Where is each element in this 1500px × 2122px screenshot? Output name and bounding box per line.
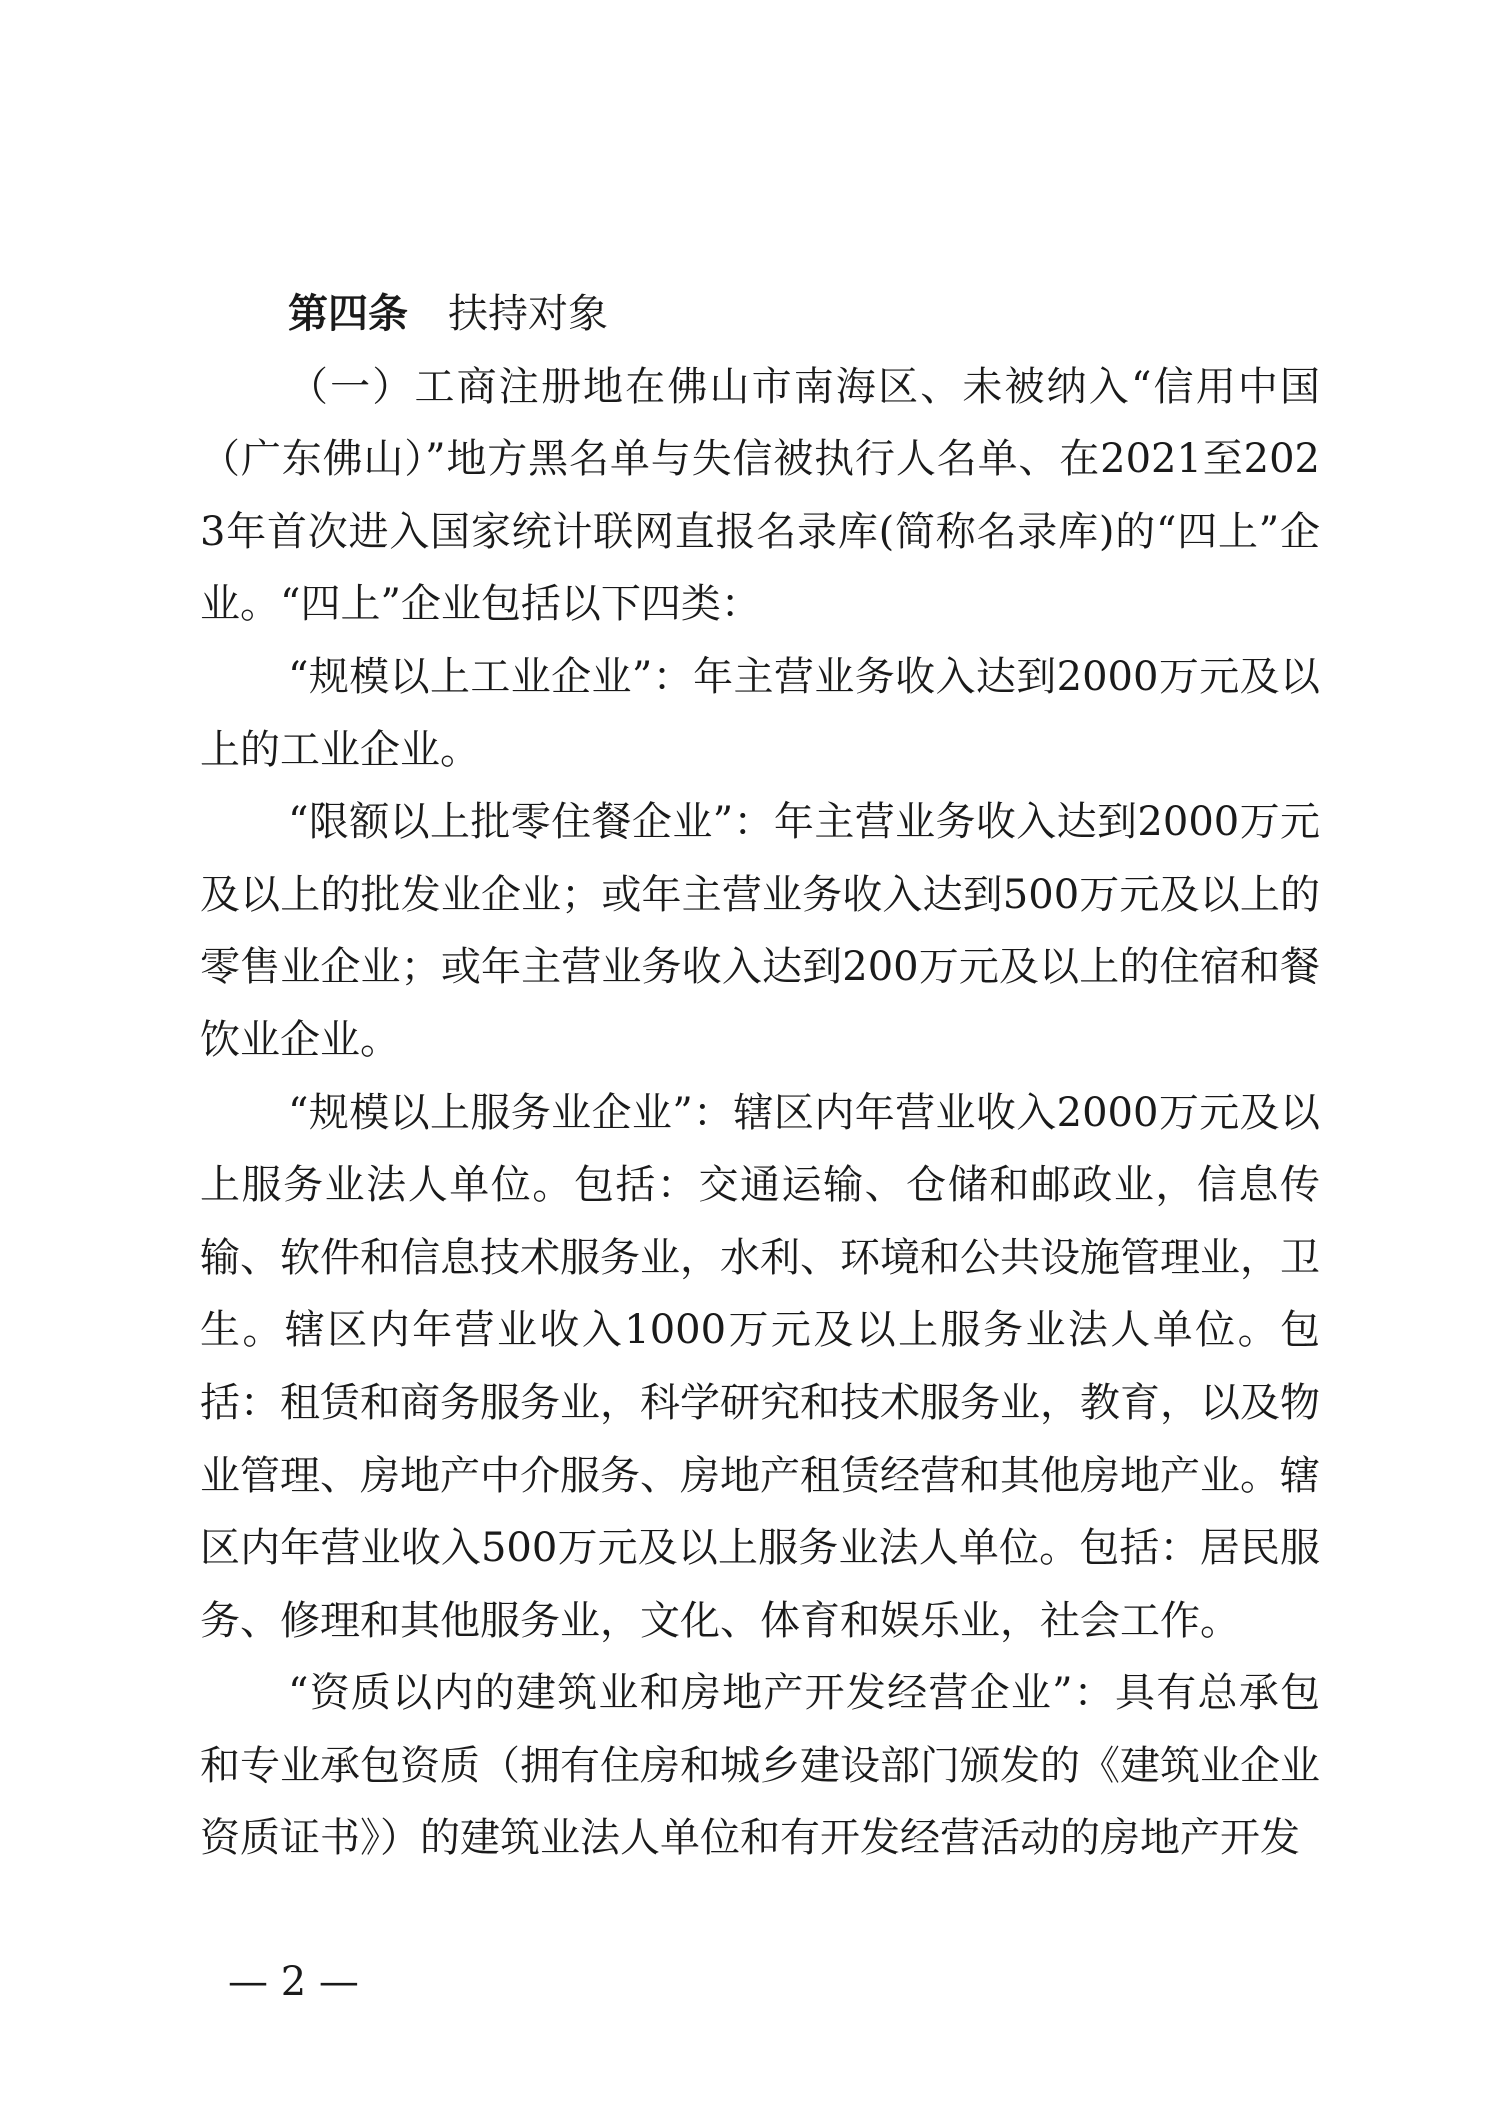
paragraph-construction: “资质以内的建筑业和房地产开发经营企业”：具有总承包和专业承包资质（拥有住房和城乡建设部门颁发的《建筑业企业资质证书》）的建筑业法人单位和有开发经营活动的房地产开发 — [200, 1670, 1320, 1862]
paragraph-scope: （一）工商注册地在佛山市南海区、未被纳入“信用中国（广东佛山）”地方黑名单与失信被执行人名单、在2021至2023年首次进入国家统计联网直报名录库(简称名录库)的“四上”企业。“四上”企业包括以下四类： — [200, 363, 1320, 628]
article-number: 第四条 — [288, 291, 408, 337]
page-number: — 2 — — [228, 1959, 359, 2005]
article-heading-line — [200, 278, 1320, 351]
paragraph-retail-catering: “限额以上批零住餐企业”：年主营业务收入达到2000万元及以上的批发业企业；或年主营业务收入达到500万元及以上的零售业企业；或年主营业务收入达到200万元及以上的住宿和餐饮业企业。 — [200, 799, 1320, 1063]
article-title: 扶持对象 — [448, 291, 608, 337]
document-body — [200, 278, 1320, 1875]
paragraph-industrial: “规模以上工业企业”：年主营业务收入达到2000万元及以上的工业企业。 — [200, 653, 1320, 773]
paragraph-services: “规模以上服务业企业”：辖区内年营业收入2000万元及以上服务业法人单位。包括：交通运输、仓储和邮政业，信息传输、软件和信息技术服务业，水利、环境和公共设施管理业，卫生。辖区内年营业收入1000万元及以上服务业法人单位。包括：租赁和商务服务业，科学研究和技术服务业，教育，以及物业管理、房地产中介服务、房地产租赁经营和其他房地产业。辖区内年营业收入500万元及以上服务业法人单位。包括：居民服务、修理和其他服务业，文化、体育和娱乐业，社会工作。 — [200, 1089, 1320, 1644]
